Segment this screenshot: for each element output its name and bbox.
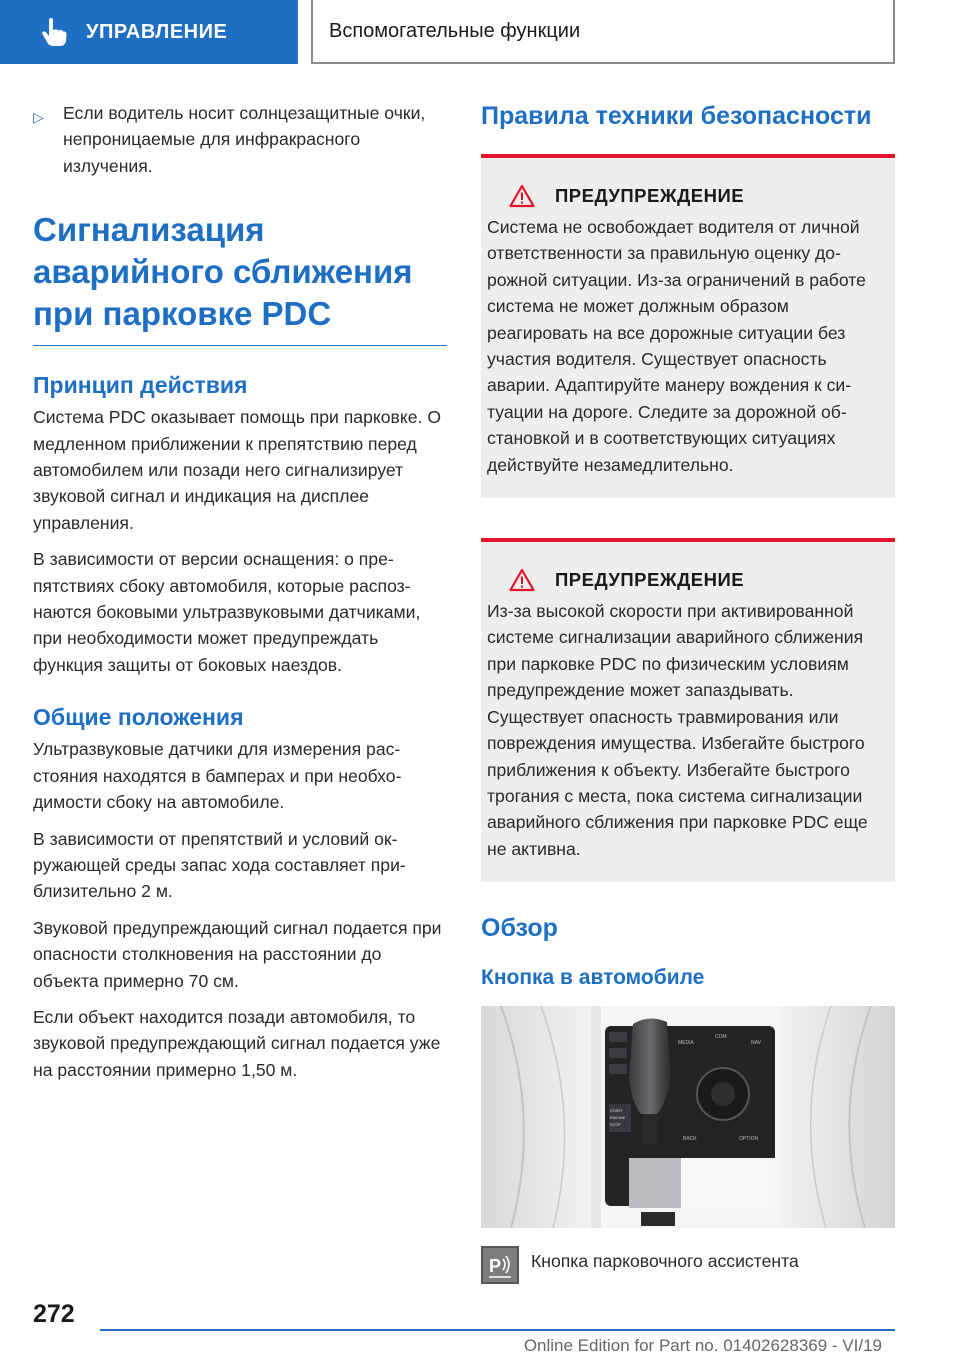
edition-text: Online Edition for Part no. 01402628369 - VI/19 [523,1336,882,1355]
svg-text:P: P [489,1256,502,1277]
paragraph: Если объект находится позади автомобиля, то звуковой предупреждающий сигнал подается уже на расстоянии примерно 1,50 м. [33,1006,441,1080]
paragraph: Система PDC оказывает помощь при парковке. О медленном приближении к препятствию перед автомобилем или позади него сигнализирует звуковой сигнал и индикация на дисплее управления. [33,407,442,533]
section-header [311,0,895,64]
paragraph: В зависимости от версии оснащения: о препятствиях сбоку автомобиля, которые распознаются боковыми ультразвуковыми датчиками, при необходимости может предупреждать функция защиты от боковых наездов. [33,549,421,675]
button-subtitle: Кнопка в автомобиле [481,966,705,990]
warning-text: Система не освобождает водителя от личной ответственности за правильную оценку дорожной ситуации. Из-за ограничений в работе система не может должным образом реагировать на все дорожные ситуации без участия водителя. Существует опасность аварии. Адаптируйте манеру вождения к ситуации на дороге. Следите за дорожной обстановкой и в соответствующих ситуациях действуйте незамедлительно. [487,217,866,475]
console-illustration [481,1006,895,1228]
footer-divider [100,1329,895,1331]
right-column [481,100,895,1284]
warning-triangle-icon [509,568,535,592]
com-label: COM [715,1034,727,1041]
figure-caption [481,1246,895,1284]
engine-label: ENGINE [610,1115,626,1121]
left-column [33,100,447,1093]
start-label: START [610,1108,623,1114]
warning-box [481,154,895,498]
subsection-title-principle: Принцип действия [33,372,248,399]
paragraph: Ультразвуковые датчики для измерения расстояния находятся в бамперах и при необходимости сбоку на автомобиле. [33,739,402,813]
overview-title: Обзор [481,914,558,943]
safety-title: Правила техники безопасности [481,102,872,130]
parking-assistant-icon [481,1246,519,1284]
chapter-tab[interactable] [0,0,298,64]
center-console-photo [481,1006,895,1228]
section-label: Вспомогательные функции [329,19,581,42]
warning-text: Из-за высокой скорости при активированной системе сигнализации аварийного сближения при парковке PDC по физическим условиям предупреждение может запаздывать. Существует опасность травмирования или повреждения имущества. Избегайте быстрого приближения к объекту. Избегайте быстрого трогания с места, пока система сигнализации аварийного сближения при парковке PDC еще не активна. [487,601,868,859]
paragraph: В зависимости от препятствий и условий окружающей среды запас хода составляет приблизительно 2 м. [33,828,406,902]
back-label: BACK [683,1136,697,1143]
triangle-bullet-icon: ▷ [33,109,44,125]
warning-triangle-icon [509,184,535,208]
hand-touch-icon [40,17,68,47]
warning-header [509,568,887,592]
page-number: 272 [33,1300,75,1328]
nav-label: NAV [751,1040,761,1047]
paragraph: Звуковой предупреждающий сигнал подается при опасности столкновения на расстоянии до объекта примерно 70 см. [33,917,442,991]
warning-title: ПРЕДУПРЕЖДЕНИЕ [555,569,745,591]
section-title: Сигнализация аварийного сближения при парковке PDC [33,209,447,346]
stop-label: STOP [610,1122,621,1128]
warning-box [481,538,895,882]
bullet-text: Если водитель носит солнцезащитные очки, непроницаемые для инфракрасного излучения. [63,103,426,176]
caption-text: Кнопка парковочного ассистента [531,1250,799,1271]
warning-title: ПРЕДУПРЕЖДЕНИЕ [555,185,745,206]
warning-header [509,184,887,208]
media-label: MEDIA [678,1040,694,1047]
bullet-item [33,100,447,179]
subsection-title-general: Общие положения [33,704,244,731]
chapter-label: УПРАВЛЕНИЕ [86,20,228,43]
option-label: OPTION [739,1136,759,1143]
